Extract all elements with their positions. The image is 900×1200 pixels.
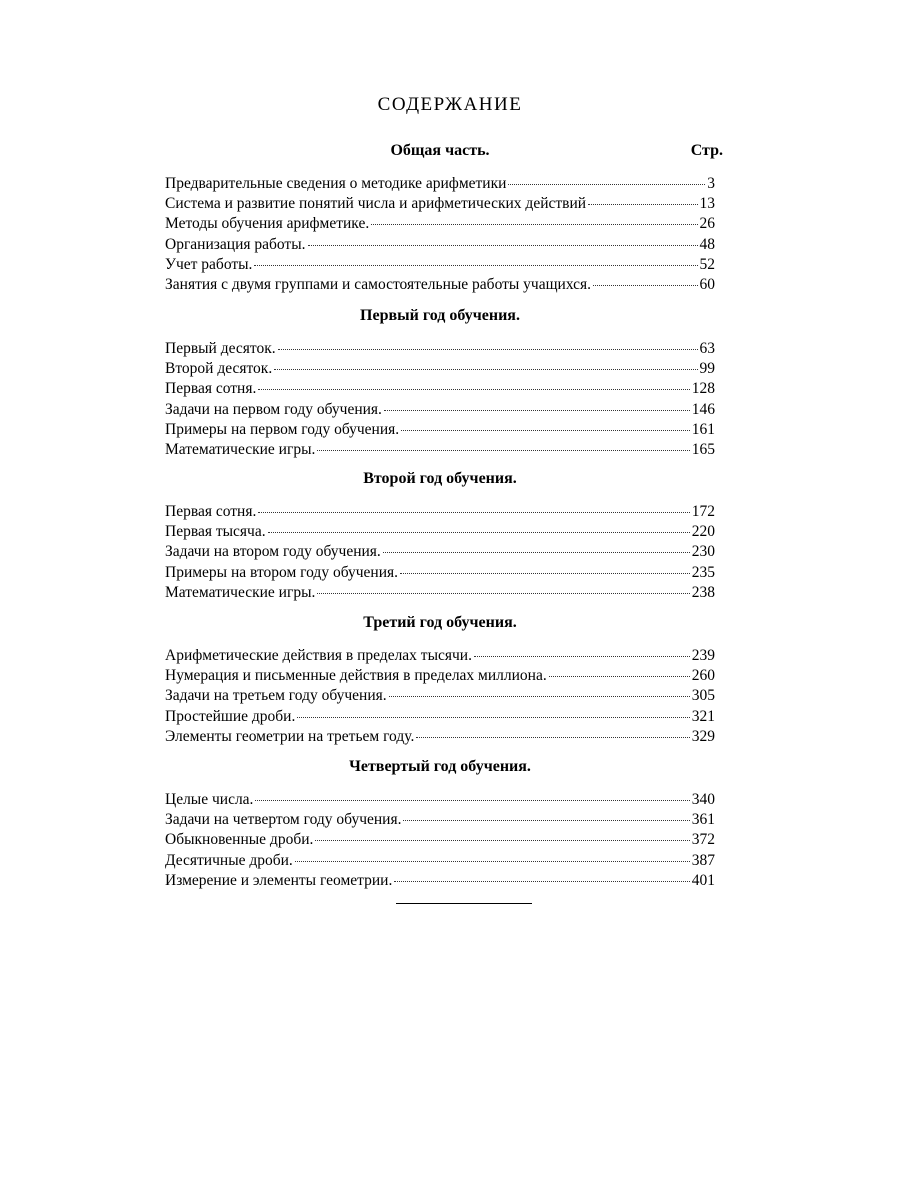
toc-section-year-2	[165, 468, 715, 601]
entry-page: 60	[699, 275, 715, 293]
entry-title: Первый десяток.	[165, 340, 276, 357]
leader-dots	[315, 825, 689, 841]
entry-title: Первая тысяча.	[165, 523, 266, 541]
entry-title: Математические игры.	[165, 583, 316, 601]
toc-section-year-4	[165, 756, 715, 889]
leader-dots	[278, 334, 698, 350]
entry-page: 52	[699, 255, 715, 273]
entry-page: 372	[691, 831, 715, 849]
toc-entries	[165, 172, 715, 293]
leader-dots	[394, 866, 689, 882]
entry-title: Обыкновенные дроби.	[165, 831, 314, 849]
entry-page: 387	[691, 851, 715, 869]
entry-title: Десятичные дроби.	[165, 851, 293, 869]
leader-dots	[254, 250, 697, 266]
leader-dots	[508, 169, 705, 185]
entry-page: 48	[699, 235, 715, 253]
toc-entries	[165, 788, 715, 889]
entry-title: Целые числа.	[165, 791, 254, 808]
page-column-label: Стр.	[690, 142, 723, 159]
entry-title: Задачи на втором году обучения.	[165, 543, 381, 561]
entry-title: Арифметические действия в пределах тысячи.	[165, 647, 472, 664]
entry-title: Организация работы.	[165, 235, 306, 253]
leader-dots	[295, 846, 690, 862]
entry-title: Задачи на первом году обучения.	[165, 400, 382, 418]
leader-dots	[400, 558, 690, 574]
entry-page: 3	[707, 175, 715, 192]
entry-title: Элементы геометрии на третьем году.	[165, 727, 415, 745]
entry-title: Простейшие дроби.	[165, 707, 296, 725]
section-heading: Общая часть.	[390, 142, 490, 159]
section-heading: Третий год обучения.	[363, 614, 517, 631]
leader-dots	[389, 681, 690, 697]
entry-title: Первая сотня.	[165, 503, 257, 520]
entry-page: 128	[691, 380, 715, 398]
toc-entries	[165, 500, 715, 601]
entry-title: Математические игры.	[165, 440, 316, 458]
entry-title: Второй десяток.	[165, 360, 273, 378]
entry-title: Примеры на первом году обучения.	[165, 420, 400, 438]
leader-dots	[371, 209, 697, 225]
leader-dots	[268, 517, 690, 533]
entry-title: Задачи на третьем году обучения.	[165, 687, 387, 705]
leader-dots	[549, 661, 690, 677]
leader-dots	[403, 805, 689, 821]
leader-dots	[317, 578, 689, 594]
leader-dots	[474, 641, 690, 657]
entry-page: 146	[691, 400, 715, 418]
leader-dots	[416, 722, 689, 738]
leader-dots	[255, 785, 689, 801]
section-heading: Четвертый год обучения.	[349, 758, 531, 775]
leader-dots	[308, 230, 698, 246]
leader-dots	[588, 189, 697, 205]
leader-dots	[317, 435, 689, 451]
section-heading: Первый год обучения.	[360, 307, 520, 324]
entry-title: Предварительные сведения о методике арифметики	[165, 175, 507, 192]
entry-title: Система и развитие понятий числа и арифметических действий	[165, 195, 587, 213]
entry-page: 329	[691, 727, 715, 745]
leader-dots	[274, 354, 697, 370]
entry-page: 238	[691, 583, 715, 601]
page-title: СОДЕРЖАНИЕ	[377, 94, 523, 115]
entry-title: Методы обучения арифметике.	[165, 215, 370, 233]
leader-dots	[258, 497, 689, 513]
toc-entry	[165, 273, 715, 293]
toc-section-year-3	[165, 612, 715, 745]
leader-dots	[297, 702, 689, 718]
toc-entry	[165, 725, 715, 745]
entry-page: 260	[691, 667, 715, 685]
entry-page: 401	[691, 871, 715, 889]
entry-page: 340	[691, 791, 715, 808]
leader-dots	[258, 374, 689, 390]
entry-page: 230	[691, 543, 715, 561]
entry-page: 26	[699, 215, 715, 233]
entry-page: 172	[691, 503, 715, 520]
entry-title: Нумерация и письменные действия в пределах миллиона.	[165, 667, 547, 685]
entry-title: Задачи на четвертом году обучения.	[165, 811, 402, 829]
entry-page: 13	[699, 195, 715, 213]
entry-title: Измерение и элементы геометрии.	[165, 871, 393, 889]
entry-title: Примеры на втором году обучения.	[165, 563, 399, 581]
entry-page: 165	[691, 440, 715, 458]
entry-title: Учет работы.	[165, 255, 253, 273]
leader-dots	[593, 270, 697, 286]
toc-entries	[165, 644, 715, 745]
leader-dots	[383, 537, 690, 553]
entry-page: 220	[691, 523, 715, 541]
entry-page: 63	[699, 340, 715, 357]
entry-page: 305	[691, 687, 715, 705]
entry-page: 161	[691, 420, 715, 438]
toc-section-year-1	[165, 305, 715, 458]
toc-entry	[165, 869, 715, 889]
entry-title: Занятия с двумя группами и самостоятельные работы учащихся.	[165, 275, 592, 293]
entry-page: 235	[691, 563, 715, 581]
toc-section-general	[165, 140, 723, 293]
end-rule	[396, 903, 532, 904]
leader-dots	[401, 415, 690, 431]
entry-title: Первая сотня.	[165, 380, 257, 398]
section-heading: Второй год обучения.	[363, 470, 517, 487]
entry-page: 239	[691, 647, 715, 664]
leader-dots	[384, 395, 690, 411]
entry-page: 321	[691, 707, 715, 725]
entry-page: 99	[699, 360, 715, 378]
toc-entry	[165, 438, 715, 458]
toc-entries	[165, 337, 715, 458]
toc-entry	[165, 581, 715, 601]
entry-page: 361	[691, 811, 715, 829]
